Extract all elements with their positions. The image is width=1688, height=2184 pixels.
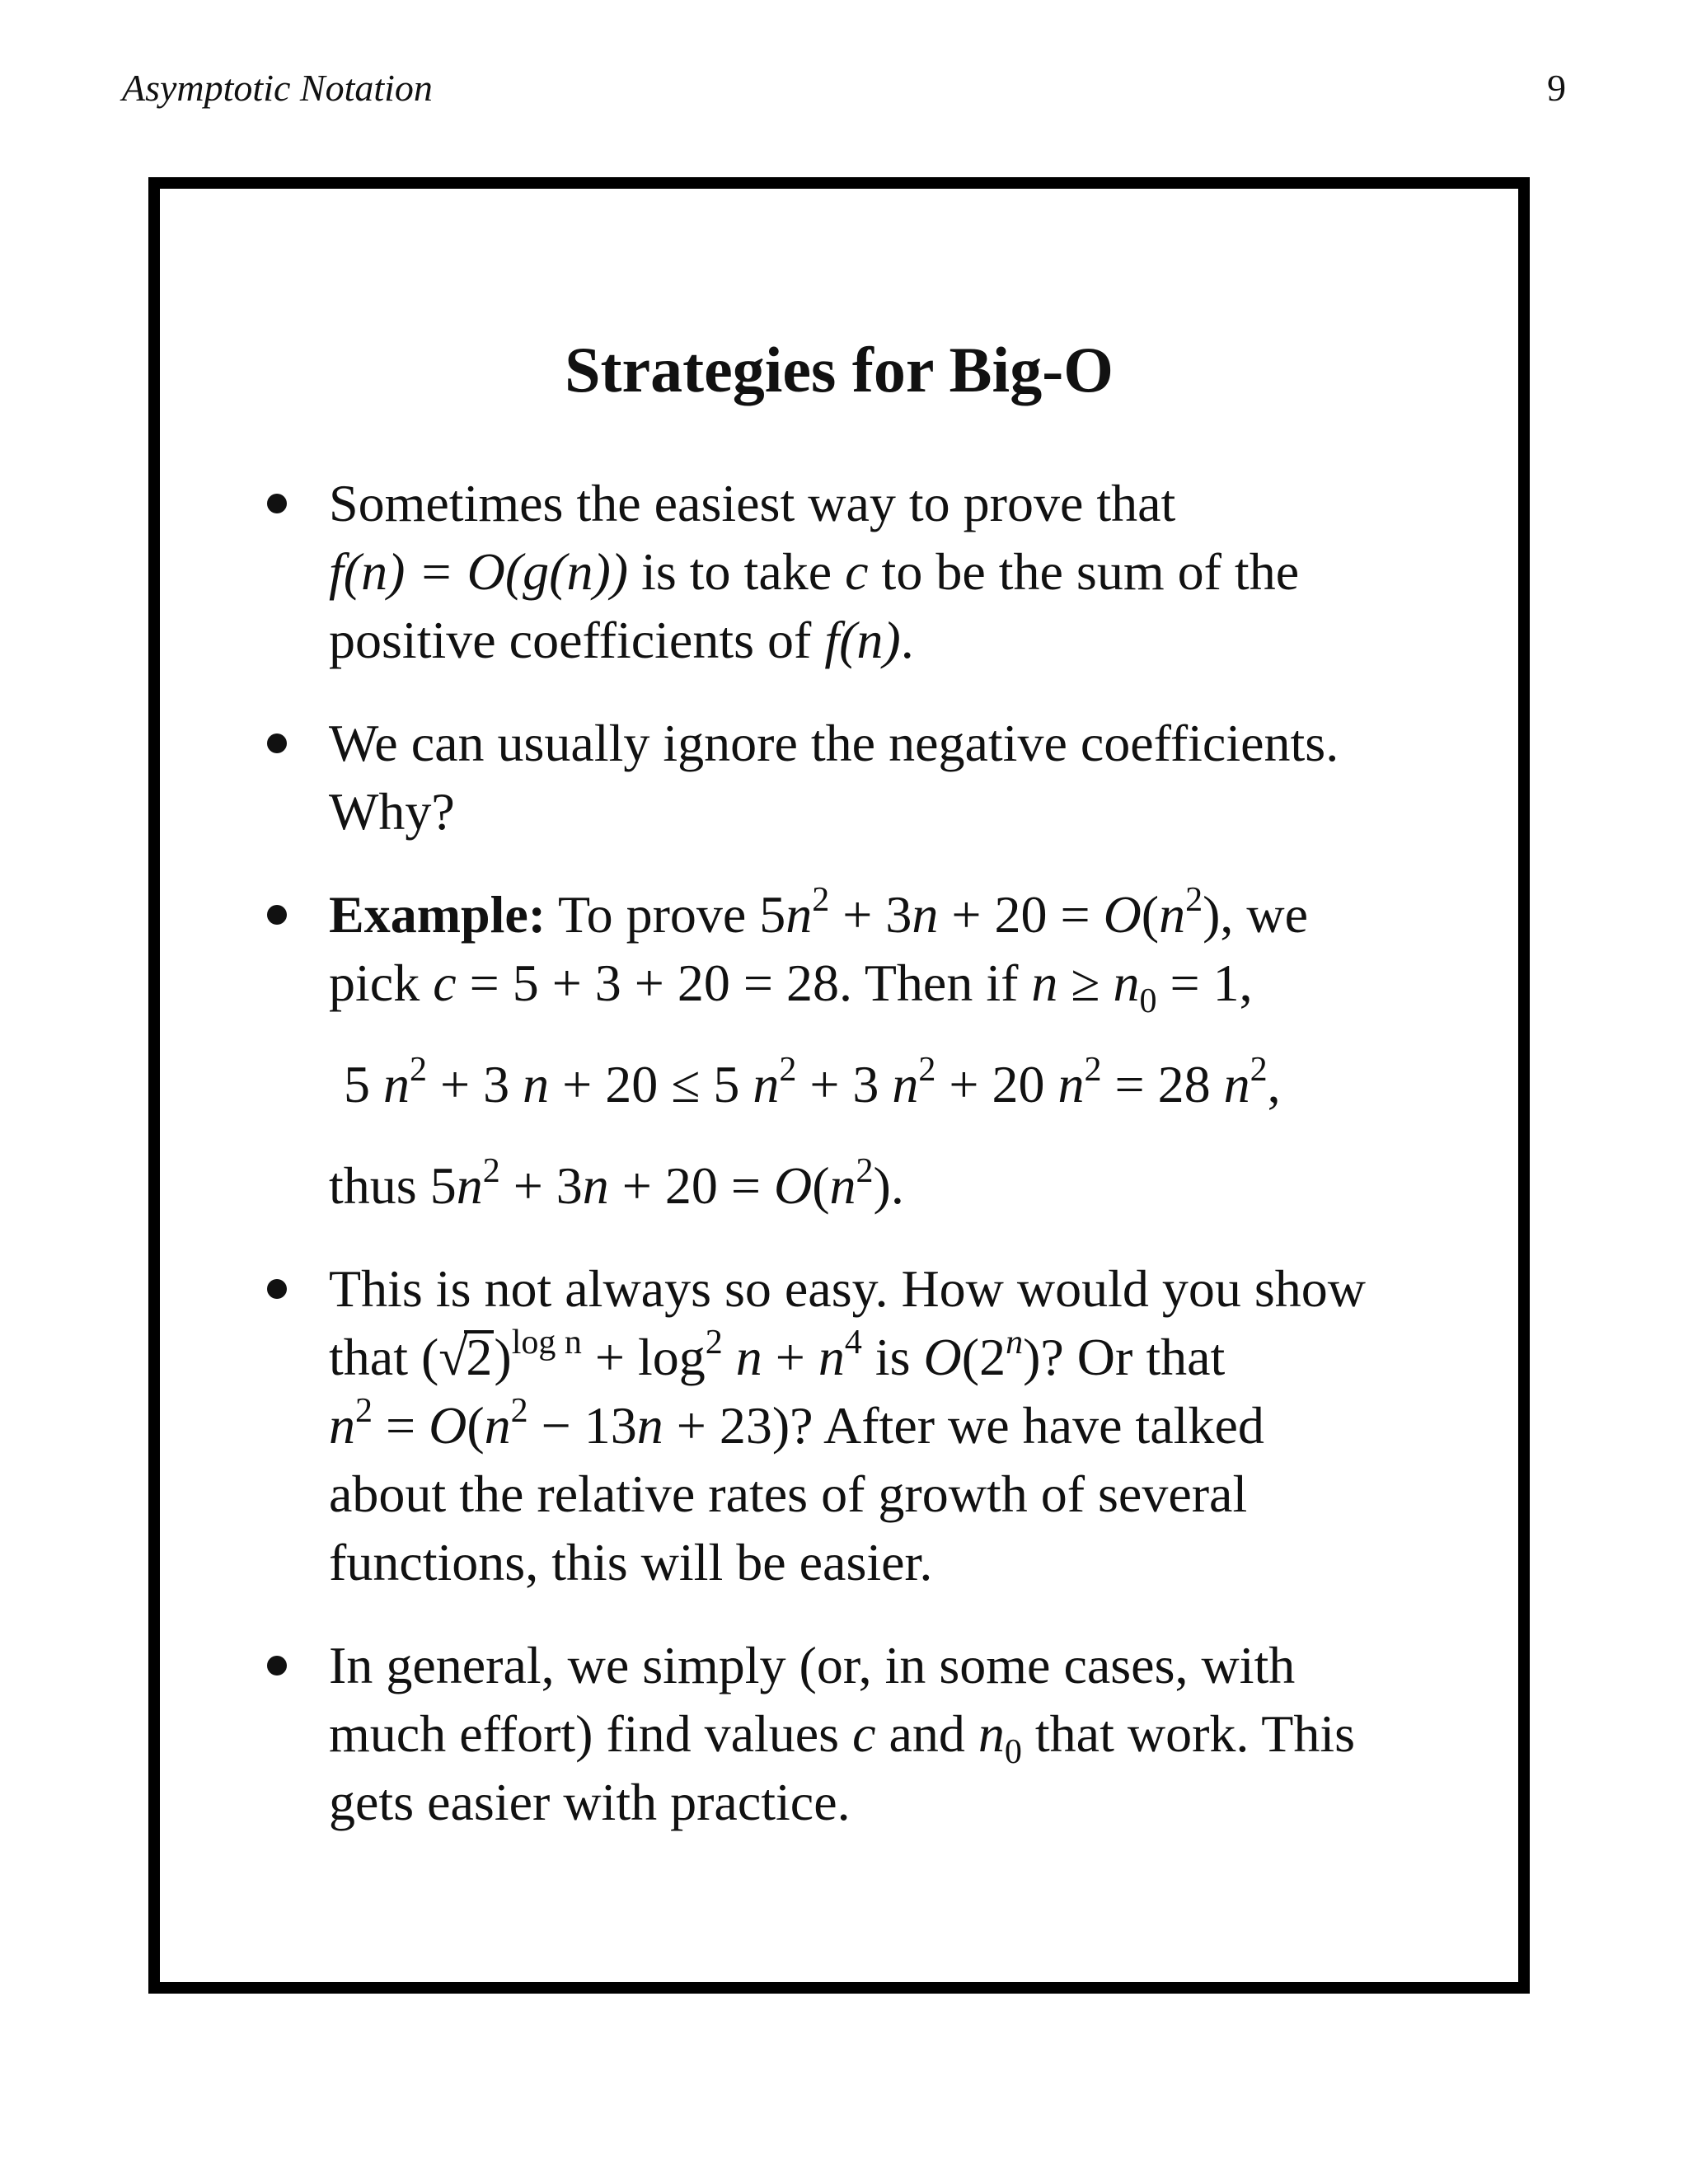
math-O: O: [773, 1156, 813, 1215]
disp-part: + 3: [427, 1055, 523, 1113]
math-O: O: [429, 1396, 467, 1455]
disp-part: 5: [344, 1055, 383, 1113]
bullet-4-text: functions, this will be easier.: [329, 1533, 933, 1591]
math-n0: n: [978, 1704, 1005, 1763]
bullet-4-text: )? Or that: [1023, 1328, 1226, 1386]
math-subscript: 0: [1004, 1732, 1022, 1771]
bullet-3-text: = 1,: [1156, 954, 1253, 1012]
math-exp: 2: [779, 1050, 797, 1089]
bullet-3-text: ≥: [1057, 954, 1114, 1012]
math-c: c: [433, 954, 457, 1012]
bullet-icon: [267, 494, 287, 513]
bullet-4-text: is: [861, 1328, 924, 1386]
disp-part: + 20 ≤ 5: [549, 1055, 753, 1113]
math-c: c: [852, 1704, 876, 1763]
bullet-4-text: + log: [581, 1328, 706, 1386]
math-exp: log n: [511, 1323, 582, 1361]
math-n: n: [1031, 954, 1058, 1012]
conclusion-line: [329, 1151, 1428, 1220]
math-n: n: [582, 1156, 609, 1215]
math-n: n: [829, 1156, 856, 1215]
math-n: n: [636, 1396, 663, 1455]
math-exp: 2: [705, 1323, 723, 1361]
math-n: n: [1223, 1055, 1250, 1113]
thus-part: ).: [873, 1156, 904, 1215]
bullet-1-text: to be the sum of the: [868, 542, 1300, 601]
math-f-eq-O-g: f(n) = O(g(n)): [329, 542, 629, 601]
math-n: n: [1057, 1055, 1085, 1113]
math-n: n: [523, 1055, 550, 1113]
bullet-3-text: pick: [329, 954, 434, 1012]
bullet-4-text: (: [467, 1396, 485, 1455]
math-exp: 2: [812, 880, 830, 919]
bullet-item-4: [160, 1254, 1518, 1596]
math-n: n: [818, 1328, 845, 1386]
bullet-1-text: .: [900, 611, 914, 669]
slide-frame: [148, 177, 1530, 1994]
bullet-icon: [267, 905, 287, 925]
bullet-3-text: + 3: [829, 885, 912, 944]
math-n: n: [912, 885, 939, 944]
bullet-5-text: In general, we simply (or, in some cases, with: [329, 1636, 1296, 1694]
math-exp: 2: [355, 1391, 373, 1430]
math-exp: 2: [482, 1151, 500, 1190]
bullet-4-text: This is not always so easy. How would you show: [329, 1259, 1366, 1318]
bullet-4-text: +: [762, 1328, 818, 1386]
math-exp: n: [1006, 1323, 1024, 1361]
math-exp: 2: [1185, 880, 1203, 919]
disp-part: + 3: [796, 1055, 893, 1113]
bullet-5-text: and: [875, 1704, 978, 1763]
math-exp: 2: [1084, 1050, 1102, 1089]
bullet-4-text: − 13: [528, 1396, 637, 1455]
disp-part: + 20: [935, 1055, 1058, 1113]
bullet-3-text: ), we: [1203, 885, 1309, 944]
math-subscript: 0: [1139, 982, 1157, 1020]
bullet-3-text: = 5 + 3 + 20 = 28. Then if: [456, 954, 1032, 1012]
bullet-icon: [267, 1656, 287, 1675]
bullet-1-text: Sometimes the easiest way to prove that: [329, 474, 1176, 532]
math-f-n: f(n): [824, 611, 901, 669]
bullet-4-text: that (√: [329, 1328, 468, 1386]
math-n: n: [329, 1396, 355, 1455]
thus-part: (: [812, 1156, 830, 1215]
display-inequality: [344, 1050, 1428, 1118]
math-n: n: [484, 1396, 511, 1455]
running-header-title: Asymptotic Notation: [122, 67, 433, 109]
bullet-3-text: + 20 =: [938, 885, 1104, 944]
bullet-1-text: is to take: [628, 542, 846, 601]
math-exp: 2: [1250, 1050, 1268, 1089]
bullet-icon: [267, 733, 287, 753]
math-exp: 2: [918, 1050, 936, 1089]
bullet-2-text: Why?: [329, 782, 455, 841]
math-n: n: [785, 885, 813, 944]
math-n: n: [383, 1055, 410, 1113]
math-c: c: [845, 542, 869, 601]
slide-title: Strategies for Big-O: [565, 334, 1114, 405]
bullet-5-text: gets easier with practice.: [329, 1773, 851, 1831]
math-exp: 2: [856, 1151, 874, 1190]
math-n: n: [1159, 885, 1186, 944]
bullet-list: [160, 469, 1518, 1836]
bullet-3-text: (: [1141, 885, 1160, 944]
math-exp: 2: [510, 1391, 528, 1430]
bullet-5-text: much effort) find values: [329, 1704, 853, 1763]
bullet-3-text: To prove 5: [546, 885, 786, 944]
thus-part: + 20 =: [608, 1156, 774, 1215]
page-number: 9: [1547, 67, 1566, 109]
math-n: n: [892, 1055, 919, 1113]
math-exp: 2: [410, 1050, 427, 1089]
bullet-icon: [267, 1279, 287, 1299]
bullet-item-3: [160, 880, 1518, 1220]
thus-part: thus 5: [329, 1156, 457, 1215]
bullet-item-1: [160, 469, 1518, 674]
bullet-4-text: + 23)? After we have talked: [663, 1396, 1264, 1455]
math-n: n: [722, 1328, 762, 1386]
bullet-4-text: about the relative rates of growth of several: [329, 1465, 1248, 1523]
bullet-item-2: [160, 709, 1518, 846]
bullet-4-text: (2: [961, 1328, 1006, 1386]
thus-part: + 3: [499, 1156, 583, 1215]
disp-part: ,: [1267, 1055, 1281, 1113]
math-n: n: [456, 1156, 483, 1215]
math-O: O: [1103, 885, 1142, 944]
disp-part: = 28: [1101, 1055, 1224, 1113]
math-exp: 4: [844, 1323, 862, 1361]
math-n0: n: [1113, 954, 1140, 1012]
math-O: O: [923, 1328, 962, 1386]
example-label: Example:: [329, 885, 546, 944]
bullet-4-text: ): [494, 1328, 512, 1386]
sqrt-radicand: 2: [466, 1328, 493, 1386]
math-n: n: [753, 1055, 780, 1113]
bullet-4-text: =: [373, 1396, 429, 1455]
bullet-item-5: [160, 1631, 1518, 1836]
bullet-2-text: We can usually ignore the negative coefficients.: [329, 714, 1339, 772]
bullet-1-text: positive coefficients of: [329, 611, 825, 669]
bullet-5-text: that work. This: [1021, 1704, 1355, 1763]
